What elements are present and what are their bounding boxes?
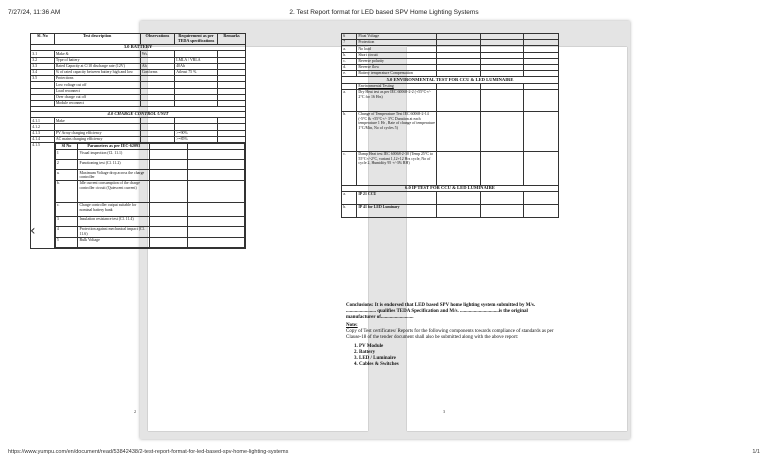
row-observation: Ah: [140, 63, 174, 69]
row-sl-no: 3.5: [31, 76, 55, 82]
section-title-ccu-text: 4.0 CHARGE CONTROL UNIT: [107, 111, 169, 117]
document-url: https://www.yumpu.com/en/document/read/53842438/2-test-report-format-for-led-based-spv-home-lighting-systems: [8, 449, 289, 455]
param-requirement: [188, 150, 245, 160]
row-requirement: >=90%: [175, 130, 218, 136]
row-description: Protection: [357, 40, 437, 46]
browser-print-header: [0, 0, 768, 22]
param-requirement: [188, 170, 245, 181]
param-description: Functioning test (Cl. 11.2): [78, 160, 150, 170]
row-description: Reverse flow: [357, 64, 437, 70]
component-list: [359, 344, 556, 368]
row-requirement: >=85%: [175, 136, 218, 142]
row-description: Type of battery: [54, 57, 140, 63]
row-observation: [437, 89, 480, 111]
row-remarks: [524, 111, 559, 151]
row-sl-no: 4.1.5: [31, 143, 55, 249]
row-observation: Conforms: [140, 69, 174, 75]
row-description: Module reconnect: [54, 100, 140, 106]
header-sl-no: Sl. No: [31, 34, 55, 45]
param-observation: [150, 237, 188, 247]
row-observation: [437, 204, 480, 217]
param-no: 5: [55, 237, 78, 247]
row-description: IP 21 CCU: [357, 191, 437, 204]
row-sl-no: 3.3: [31, 63, 55, 69]
print-datetime: 7/27/24, 11:36 AM: [8, 9, 61, 16]
param-no: 3: [55, 217, 78, 227]
row-remarks: [524, 151, 559, 185]
row-description: Damp Heat test IEC 60068-2-30 (Temp 25°C to 55°C+/-2°C, variant 1,12+12 Hrs cycle, No of cycle 2, Humidity 95 +/-3% RH): [357, 151, 437, 185]
row-description: Low voltage cut off: [54, 82, 140, 88]
parameter-row: [55, 237, 244, 247]
battery-ccu-table: [30, 33, 246, 249]
param-observation: [150, 150, 188, 160]
browser-print-footer: [0, 449, 768, 463]
page-number-right: 3: [443, 409, 446, 414]
param-no: 1: [55, 150, 78, 160]
section-title-environmental: 5.0 ENVIRONMENTAL TEST FOR CCU & LED LUMINAIRE: [342, 77, 559, 83]
param-description: Protection against mechanical impact (Cl. 11.6): [78, 227, 150, 238]
row-description: Make &: [54, 51, 140, 57]
row-description: Dry Heat test as per IEC 60068-2-2 (+55°C+/- 2°C for 16 Hrs): [357, 89, 437, 111]
section-title-battery: 3.0 BATTERY: [31, 45, 246, 51]
param-title-header: Parameters as per IEC-62093: [78, 144, 150, 150]
row-sl-no: d.: [342, 64, 357, 70]
row-sl-no: 4.1.3: [31, 130, 55, 136]
parameters-cell: [54, 143, 245, 249]
row-sl-no: a.: [342, 89, 357, 111]
conclusion-text: Conclusions: It is endorsed that LED based SPV home lighting system submitted by M/s. ........................ qualifies TEDA Specification and M/s. ...............................is the original manufacturer of..........................: [346, 303, 536, 320]
param-description: Bulk Voltage: [78, 237, 150, 247]
row-sl-no: 7: [342, 40, 357, 46]
row-observation: [437, 111, 480, 151]
row-sl-no: c.: [342, 58, 357, 64]
row-sl-no: b.: [342, 52, 357, 58]
param-observation: [150, 181, 188, 203]
list-item: 3. LED / Luminaire: [359, 356, 556, 362]
row-description: PV Array charging efficiency: [54, 130, 140, 136]
param-observation: [150, 203, 188, 217]
list-item: 2. Battery: [359, 350, 556, 356]
param-sl-header: Sl No: [55, 144, 78, 150]
param-observation: [150, 170, 188, 181]
row-requirement: [480, 111, 523, 151]
row-description: Over charge cut off: [54, 94, 140, 100]
row-description: Battery temperature Compensation: [357, 71, 437, 77]
parameters-row: [31, 143, 246, 249]
chevron-left-icon[interactable]: ‹: [30, 223, 36, 239]
row-observation: [437, 191, 480, 204]
note-label: Note:: [346, 323, 358, 328]
param-no: 4: [55, 227, 78, 238]
param-observation: [150, 160, 188, 170]
conclusion-block: [346, 303, 556, 368]
row-description: IP 41 for LED Luminary: [357, 204, 437, 217]
row-sl-no: 3.2: [31, 57, 55, 63]
param-requirement: [188, 217, 245, 227]
env-heading: Environmental Testing: [357, 83, 437, 89]
param-no: a.: [55, 170, 78, 181]
row-observation: Ws.: [140, 51, 174, 57]
parameter-row: [55, 160, 244, 170]
row-description: % of rated capacity between battery high and low: [54, 69, 140, 75]
page-number-left: 2: [134, 409, 137, 414]
table-row: [342, 204, 559, 217]
row-sl-no: a.: [342, 191, 357, 204]
param-description: Insulation resistance test (Cl. 11.4): [78, 217, 150, 227]
row-requirement: [480, 151, 523, 185]
parameters-table: [55, 143, 245, 248]
document-title: 2. Test Report format for LED based SPV Home Lighting Systems: [289, 9, 479, 16]
table-row: [342, 191, 559, 204]
row-remarks: [524, 89, 559, 111]
parameter-row: [55, 170, 244, 181]
row-remarks: [524, 204, 559, 217]
param-description: Maximum Voltage drop across the charge controller: [78, 170, 150, 181]
environmental-ip-table: [341, 33, 559, 218]
param-requirement: [188, 237, 245, 247]
row-sl-no: 4.1.4: [31, 136, 55, 142]
param-no: 2: [55, 160, 78, 170]
header-observations: Observations: [140, 34, 174, 45]
row-description: Reverse polarity: [357, 58, 437, 64]
param-description: Visual inspection (Cl. 11.1): [78, 150, 150, 160]
list-item: 1. PV Module: [359, 344, 556, 350]
row-sl-no: c.: [342, 151, 357, 185]
row-sl-no: 3.4: [31, 69, 55, 75]
param-no: c.: [55, 203, 78, 217]
section-title-ip: 6.0 IP TEST FOR CCU & LED LUMINAIRE: [342, 185, 559, 191]
parameter-row: [55, 217, 244, 227]
row-sl-no: b.: [342, 111, 357, 151]
row-description: Load reconnect: [54, 88, 140, 94]
param-requirement: [188, 181, 245, 203]
row-sl-no: e.: [342, 71, 357, 77]
row-description: Protections: [54, 76, 140, 82]
note-text: Copy of Test certificates/ Reports for the following components towards compliance of standards as per Clause-18 of the tender document shall also be submitted along with the above report:: [346, 329, 554, 340]
param-observation: [150, 227, 188, 238]
row-requirement: Atleast 75 %: [175, 69, 218, 75]
param-requirement: [188, 160, 245, 170]
table-row: [342, 111, 559, 151]
row-observation: [437, 151, 480, 185]
header-test-description: Test description: [54, 34, 140, 45]
row-sl-no: 3.1: [31, 51, 55, 57]
table-row: [342, 151, 559, 185]
param-requirement: [188, 203, 245, 217]
table-row: [342, 89, 559, 111]
row-sl-no: a.: [342, 46, 357, 52]
parameter-row: [55, 150, 244, 160]
parameter-row: [55, 181, 244, 203]
row-description: Short circuit: [357, 52, 437, 58]
row-description: Make: [54, 118, 140, 124]
row-remarks: [524, 191, 559, 204]
row-description: AC mains charging efficiency: [54, 136, 140, 142]
row-sl-no: 4.1.1: [31, 118, 55, 124]
param-description: Charge controller output suitable for nominal battery bank: [78, 203, 150, 217]
list-item: 4. Cables & Switches: [359, 362, 556, 368]
param-observation: [150, 217, 188, 227]
row-description: No load: [357, 46, 437, 52]
row-requirement: [480, 191, 523, 204]
row-sl-no: 4.1.2: [31, 124, 55, 130]
print-page-count: 1/1: [752, 449, 760, 455]
row-sl-no: 6: [342, 34, 357, 40]
row-description: Rated Capacity at C/10 discharge rate (12V): [54, 63, 140, 69]
parameter-row: [55, 227, 244, 238]
header-requirement: Requirement as per TEDA specifications: [175, 34, 218, 45]
param-no: b.: [55, 181, 78, 203]
row-requirement: [480, 89, 523, 111]
parameter-row: [55, 203, 244, 217]
row-requirement: LMLA / VRLA: [175, 57, 218, 63]
header-remarks: Remarks: [218, 34, 246, 45]
row-sl-no: b.: [342, 204, 357, 217]
row-description: Change of Temperature Test IEC 60068-2-14 (-5°C & +55°C+/- 3°C Duration at each temperature 1 Hr , Rate of change of temperature 1°C/Min, No of cycles 5): [357, 111, 437, 151]
row-requirement: [480, 204, 523, 217]
row-description: Float Voltage: [357, 34, 437, 40]
param-description: Idle current consumption of the charge controller circuit (Quiescent current): [78, 181, 150, 203]
param-requirement: [188, 227, 245, 238]
row-requirement: 40Ah: [175, 63, 218, 69]
